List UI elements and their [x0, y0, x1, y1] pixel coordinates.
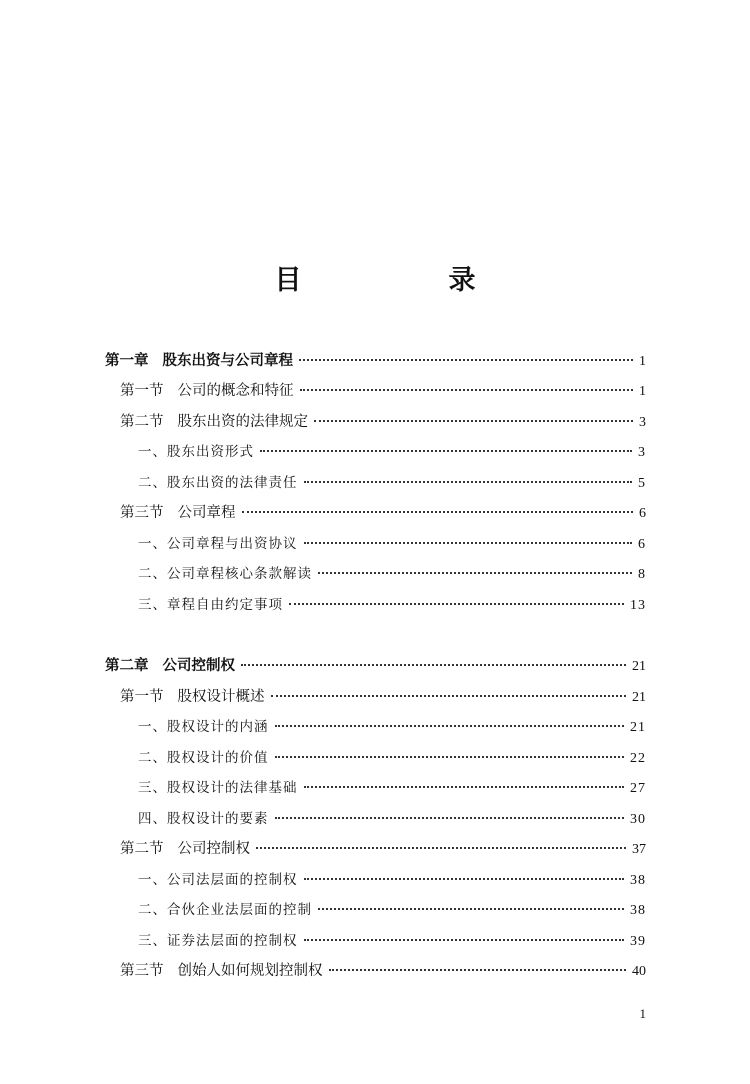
toc-entry-label — [120, 682, 265, 712]
dot-leader — [300, 389, 634, 391]
toc-entry-page: 8 — [638, 567, 646, 582]
toc-entry-page: 3 — [638, 445, 646, 460]
toc-entry-label — [120, 376, 294, 406]
toc-entry-number: 第一节 — [120, 689, 164, 705]
toc-entry-item[interactable] — [138, 743, 646, 773]
toc-entry-page: 3 — [639, 415, 646, 430]
toc-entry-text: 公司控制权 — [162, 658, 235, 674]
toc-entry-page: 22 — [630, 751, 646, 766]
toc-entry-page: 1 — [639, 354, 646, 369]
toc-entry-text: 一、公司法层面的控制权 — [138, 872, 298, 888]
toc-entry-text: 公司章程 — [177, 505, 236, 521]
toc-entry-page: 6 — [638, 537, 646, 552]
dot-leader — [271, 695, 627, 697]
dot-leader — [318, 572, 632, 574]
toc-entry-text: 四、股权设计的要素 — [138, 811, 269, 827]
toc-entry-page: 13 — [630, 598, 646, 613]
toc-entry-number: 第三节 — [120, 963, 164, 979]
toc-entry-page: 1 — [639, 384, 646, 399]
toc-entry-text: 三、章程自由约定事项 — [138, 597, 283, 613]
dot-leader — [242, 511, 634, 513]
toc-entry-label — [120, 834, 250, 864]
dot-leader — [304, 481, 633, 483]
dot-leader — [275, 756, 625, 758]
toc-entry-text: 股权设计概述 — [177, 689, 265, 705]
toc-entry-label — [138, 437, 254, 467]
toc-entry-number: 第二章 — [105, 658, 149, 674]
toc-entry-text: 二、公司章程核心条款解读 — [138, 566, 312, 582]
toc-entry-page: 39 — [630, 934, 646, 949]
toc-entry-page: 21 — [630, 720, 646, 735]
toc-entry-text: 股东出资的法律规定 — [177, 414, 308, 430]
toc-entry-chapter[interactable] — [105, 651, 646, 681]
toc-entry-text: 公司控制权 — [177, 841, 250, 857]
dot-leader — [304, 878, 625, 880]
toc-entry-label — [138, 773, 298, 803]
toc-entry-text: 三、股权设计的法律基础 — [138, 780, 298, 796]
toc-entry-text: 一、公司章程与出资协议 — [138, 536, 298, 552]
toc-entry-text: 一、股东出资形式 — [138, 444, 254, 460]
toc-entry-label — [138, 712, 269, 742]
toc-entry-item[interactable] — [138, 529, 646, 559]
toc-entry-number: 第三节 — [120, 505, 164, 521]
toc-entry-item[interactable] — [138, 773, 646, 803]
dot-leader — [329, 969, 627, 971]
toc-entry-text: 股东出资与公司章程 — [162, 353, 293, 369]
toc-entry-page: 5 — [638, 476, 646, 491]
toc-entry-label — [138, 895, 312, 925]
toc-entry-number: 第一章 — [105, 353, 149, 369]
toc-entry-label — [138, 743, 269, 773]
toc-entry-label — [138, 529, 298, 559]
toc-entry-text: 三、证券法层面的控制权 — [138, 933, 298, 949]
toc-entry-page: 6 — [639, 506, 646, 521]
toc-entry-section[interactable] — [120, 956, 646, 986]
toc-entry-item[interactable] — [138, 590, 646, 620]
toc-entry-label — [138, 590, 283, 620]
toc-entry-item[interactable] — [138, 926, 646, 956]
dot-leader — [256, 847, 626, 849]
toc-entry-label — [138, 926, 298, 956]
toc-entry-label — [138, 804, 269, 834]
toc-entry-page: 37 — [632, 842, 646, 857]
toc-entry-section[interactable] — [120, 682, 646, 712]
toc-entry-item[interactable] — [138, 468, 646, 498]
toc-entry-text: 二、合伙企业法层面的控制 — [138, 902, 312, 918]
dot-leader — [318, 908, 624, 910]
dot-leader — [304, 542, 633, 544]
toc-entry-label — [105, 346, 293, 376]
toc-entry-label — [120, 956, 323, 986]
toc-entry-item[interactable] — [138, 895, 646, 925]
toc-entry-page: 27 — [630, 781, 646, 796]
toc-entry-chapter[interactable] — [105, 346, 646, 376]
toc-entry-page: 21 — [632, 659, 646, 674]
toc-entry-item[interactable] — [138, 559, 646, 589]
toc-entry-item[interactable] — [138, 437, 646, 467]
dot-leader — [260, 450, 632, 452]
toc-entry-label — [120, 407, 308, 437]
dot-leader — [275, 725, 625, 727]
dot-leader — [314, 420, 633, 422]
toc-entry-label — [138, 468, 298, 498]
toc-entry-page: 21 — [632, 690, 646, 705]
toc-entry-number: 第一节 — [120, 383, 164, 399]
toc-entry-text: 二、股权设计的价值 — [138, 750, 269, 766]
toc-entry-item[interactable] — [138, 804, 646, 834]
dot-leader — [241, 664, 626, 666]
toc-entry-item[interactable] — [138, 712, 646, 742]
toc-entry-page: 38 — [630, 873, 646, 888]
toc-entry-item[interactable] — [138, 865, 646, 895]
dot-leader — [304, 939, 625, 941]
toc-entry-text: 公司的概念和特征 — [177, 383, 294, 399]
toc-entry-page: 30 — [630, 812, 646, 827]
toc-entry-label — [105, 651, 235, 681]
toc-entry-page: 40 — [632, 964, 646, 979]
toc-entry-section[interactable] — [120, 498, 646, 528]
toc-entry-label — [120, 498, 236, 528]
toc-title: 目 录 — [274, 265, 536, 296]
toc-entry-label — [138, 865, 298, 895]
toc-entry-section[interactable] — [120, 834, 646, 864]
dot-leader — [289, 603, 624, 605]
dot-leader — [299, 359, 633, 361]
toc-entry-section[interactable] — [120, 407, 646, 437]
toc-entry-number: 第二节 — [120, 841, 164, 857]
page-number: 1 — [639, 1006, 646, 1021]
toc-entry-page: 38 — [630, 903, 646, 918]
toc-entry-number: 第二节 — [120, 414, 164, 430]
toc-entry-text: 一、股权设计的内涵 — [138, 719, 269, 735]
dot-leader — [275, 817, 625, 819]
toc-entry-label — [138, 559, 312, 589]
dot-leader — [304, 786, 625, 788]
toc-entry-section[interactable] — [120, 376, 646, 406]
toc-entry-text: 二、股东出资的法律责任 — [138, 475, 298, 491]
toc-entry-text: 创始人如何规划控制权 — [177, 963, 323, 979]
